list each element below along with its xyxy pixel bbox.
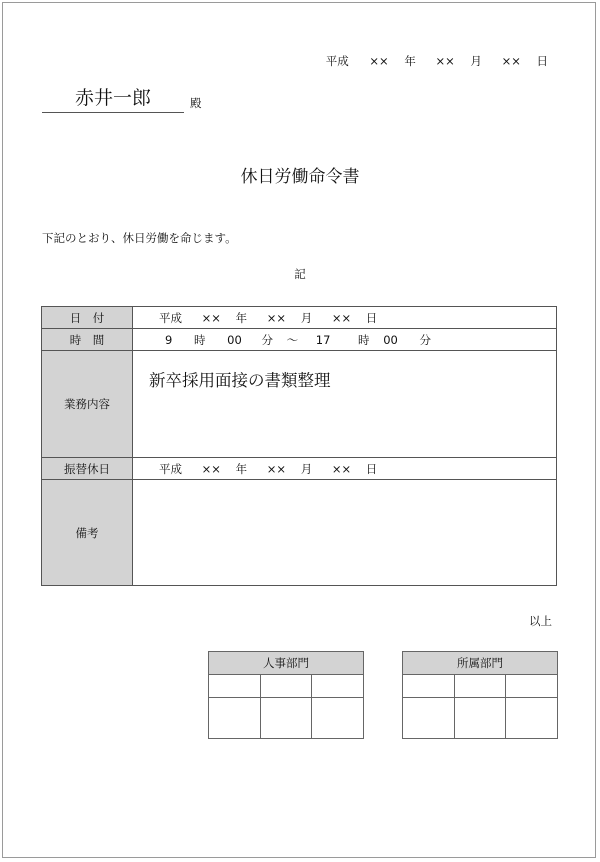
stamp-cell — [454, 675, 506, 698]
time-end-min: 00 — [383, 332, 398, 347]
time-end-hour: 17 — [315, 332, 331, 347]
label-business: 業務内容 — [42, 351, 133, 458]
sub-year: ×× — [201, 461, 221, 476]
sub-month-unit: 月 — [300, 461, 313, 476]
issue-date — [326, 53, 548, 69]
date-year-unit: 年 — [235, 310, 248, 325]
recipient-name: 赤井一郎 — [42, 84, 184, 113]
label-substitute: 振替休日 — [42, 458, 133, 480]
stamp-box-hr — [208, 651, 364, 739]
issue-date-era: 平成 — [325, 54, 349, 68]
issue-date-day: ×× — [501, 54, 521, 68]
stamp-cell — [403, 675, 455, 698]
stamp-cell — [260, 675, 312, 698]
row-date — [42, 307, 557, 329]
label-remarks: 備考 — [42, 480, 133, 586]
time-start-min-unit: 分 — [261, 332, 273, 347]
ijo-text: 以上 — [529, 614, 552, 628]
issue-date-day-unit: 日 — [536, 54, 548, 68]
value-date — [133, 307, 557, 329]
stamp-cell — [209, 698, 261, 739]
sub-era: 平成 — [159, 461, 182, 476]
stamp-cell — [506, 698, 558, 739]
stamp-header-dept: 所属部門 — [403, 652, 558, 675]
intro-text: 下記のとおり、休日労働を命じます。 — [42, 231, 237, 245]
row-remarks — [42, 480, 557, 586]
label-time: 時 間 — [42, 329, 133, 351]
sub-month: ×× — [266, 461, 287, 476]
value-substitute — [133, 458, 557, 480]
time-end-hour-unit: 時 — [358, 332, 370, 347]
row-business — [42, 351, 557, 458]
issue-date-month-unit: 月 — [470, 54, 482, 68]
stamp-cell — [312, 698, 364, 739]
date-month-unit: 月 — [300, 310, 313, 325]
date-year: ×× — [201, 310, 221, 325]
date-day: ×× — [331, 310, 352, 325]
stamp-header-hr: 人事部門 — [209, 652, 364, 675]
ki-heading: 記 — [294, 267, 306, 281]
date-day-unit: 日 — [365, 310, 378, 325]
sub-year-unit: 年 — [235, 461, 248, 476]
recipient-honorific: 殿 — [190, 96, 202, 110]
stamp-cell — [506, 675, 558, 698]
time-end-min-unit: 分 — [419, 332, 431, 347]
document-title: 休日労働命令書 — [240, 167, 360, 187]
stamp-box-dept — [402, 651, 558, 739]
value-business: 新卒採用面接の書類整理 — [133, 351, 557, 458]
time-start-hour: 9 — [165, 332, 173, 347]
value-time — [133, 329, 557, 351]
date-era: 平成 — [159, 310, 182, 325]
value-remarks — [133, 480, 557, 586]
issue-date-year: ×× — [369, 54, 389, 68]
time-start-min: 00 — [227, 332, 242, 347]
time-tilde: ～ — [286, 332, 299, 347]
issue-date-month: ×× — [435, 54, 455, 68]
sub-day: ×× — [331, 461, 352, 476]
issue-date-year-unit: 年 — [404, 54, 416, 68]
stamp-cell — [454, 698, 506, 739]
row-substitute — [42, 458, 557, 480]
time-start-hour-unit: 時 — [193, 332, 206, 347]
row-time — [42, 329, 557, 351]
stamp-cell — [312, 675, 364, 698]
date-month: ×× — [266, 310, 287, 325]
sub-day-unit: 日 — [365, 461, 378, 476]
order-table — [41, 306, 557, 586]
stamp-cell — [403, 698, 455, 739]
stamp-cell — [209, 675, 261, 698]
label-date: 日 付 — [42, 307, 133, 329]
stamp-cell — [260, 698, 312, 739]
